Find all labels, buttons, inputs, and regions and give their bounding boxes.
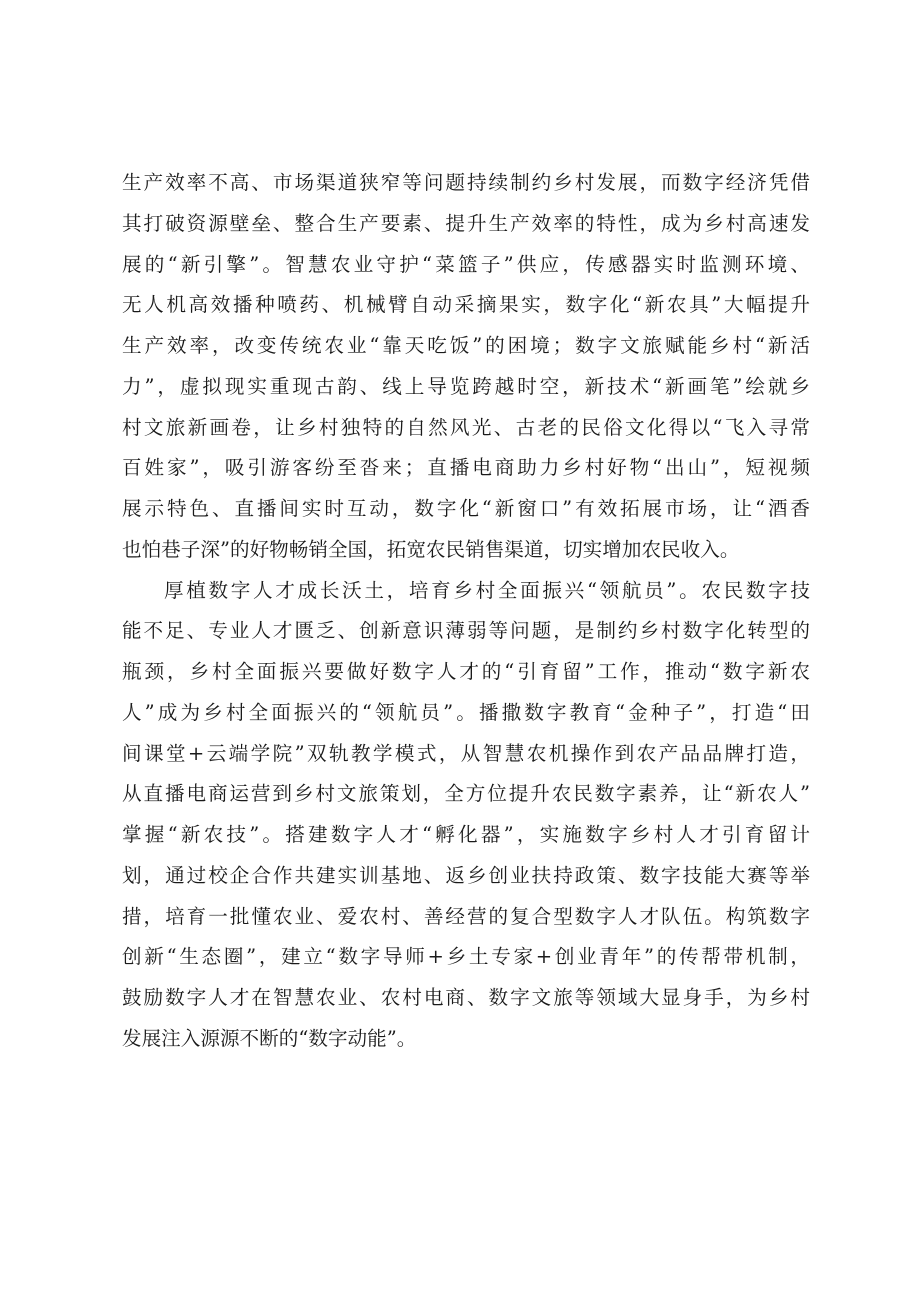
text-line: 从直播电商运营到乡村文旅策划，全方位提升农民数字素养，让“新农人”: [122, 782, 810, 806]
text-line: 鼓励数字人才在智慧农业、农村电商、数字文旅等领域大显身手，为乡村: [122, 986, 810, 1009]
text-line: 掌握“新农技”。搭建数字人才“孵化器”，实施数字乡村人才引育留计: [122, 823, 810, 846]
text-line: 百姓家”，吸引游客纷至沓来；直播电商助力乡村好物“出山”，短视频: [122, 456, 810, 480]
text-line: 人”成为乡村全面振兴的“领航员”。播撒数字教育“金种子”，打造“田: [122, 700, 810, 724]
text-line: 划，通过校企合作共建实训基地、返乡创业扶持政策、数字技能大赛等举: [122, 863, 810, 887]
text-line: 生产效率不高、市场渠道狭窄等问题持续制约乡村发展，而数字经济凭借: [122, 171, 810, 194]
paragraph-digital-economy: [122, 163, 810, 571]
text-line: 展示特色、直播间实时互动，数字化“新窗口”有效拓展市场，让“酒香: [122, 497, 810, 520]
document-body: [122, 163, 810, 1060]
text-line: 间课堂+云端学院”双轨教学模式，从智慧农机操作到农产品品牌打造，: [122, 741, 810, 765]
text-line: 创新“生态圈”，建立“数字导师+乡土专家+创业青年”的传帮带机制，: [122, 945, 810, 969]
text-line: 厚植数字人才成长沃土，培育乡村全面振兴“领航员”。农民数字技: [164, 578, 810, 602]
text-line: 力”，虚拟现实重现古韵、线上导览跨越时空，新技术“新画笔”绘就乡: [122, 374, 810, 398]
text-line: 生产效率，改变传统农业“靠天吃饭”的困境；数字文旅赋能乡村“新活: [122, 334, 810, 357]
text-line: 瓶颈，乡村全面振兴要做好数字人才的“引育留”工作，推动“数字新农: [122, 660, 810, 683]
text-line: 措，培育一批懂农业、爱农村、善经营的复合型数字人才队伍。构筑数字: [122, 904, 810, 928]
text-line: 其打破资源壁垒、整合生产要素、提升生产效率的特性，成为乡村高速发: [122, 211, 810, 235]
paragraph-digital-talent: [122, 571, 810, 1060]
text-line: 无人机高效播种喷药、机械臂自动采摘果实，数字化“新农具”大幅提升: [122, 293, 810, 317]
text-line: 展的“新引擎”。智慧农业守护“菜篮子”供应，传感器实时监测环境、: [122, 252, 810, 276]
text-line: 能不足、专业人才匮乏、创新意识薄弱等问题，是制约乡村数字化转型的: [122, 619, 810, 643]
text-line: 也怕巷子深”的好物畅销全国，拓宽农民销售渠道，切实增加农民收入。: [122, 537, 740, 561]
text-line: 村文旅新画卷，让乡村独特的自然风光、古老的民俗文化得以“飞入寻常: [122, 415, 810, 439]
text-line: 发展注入源源不断的“数字动能”。: [122, 1026, 417, 1050]
